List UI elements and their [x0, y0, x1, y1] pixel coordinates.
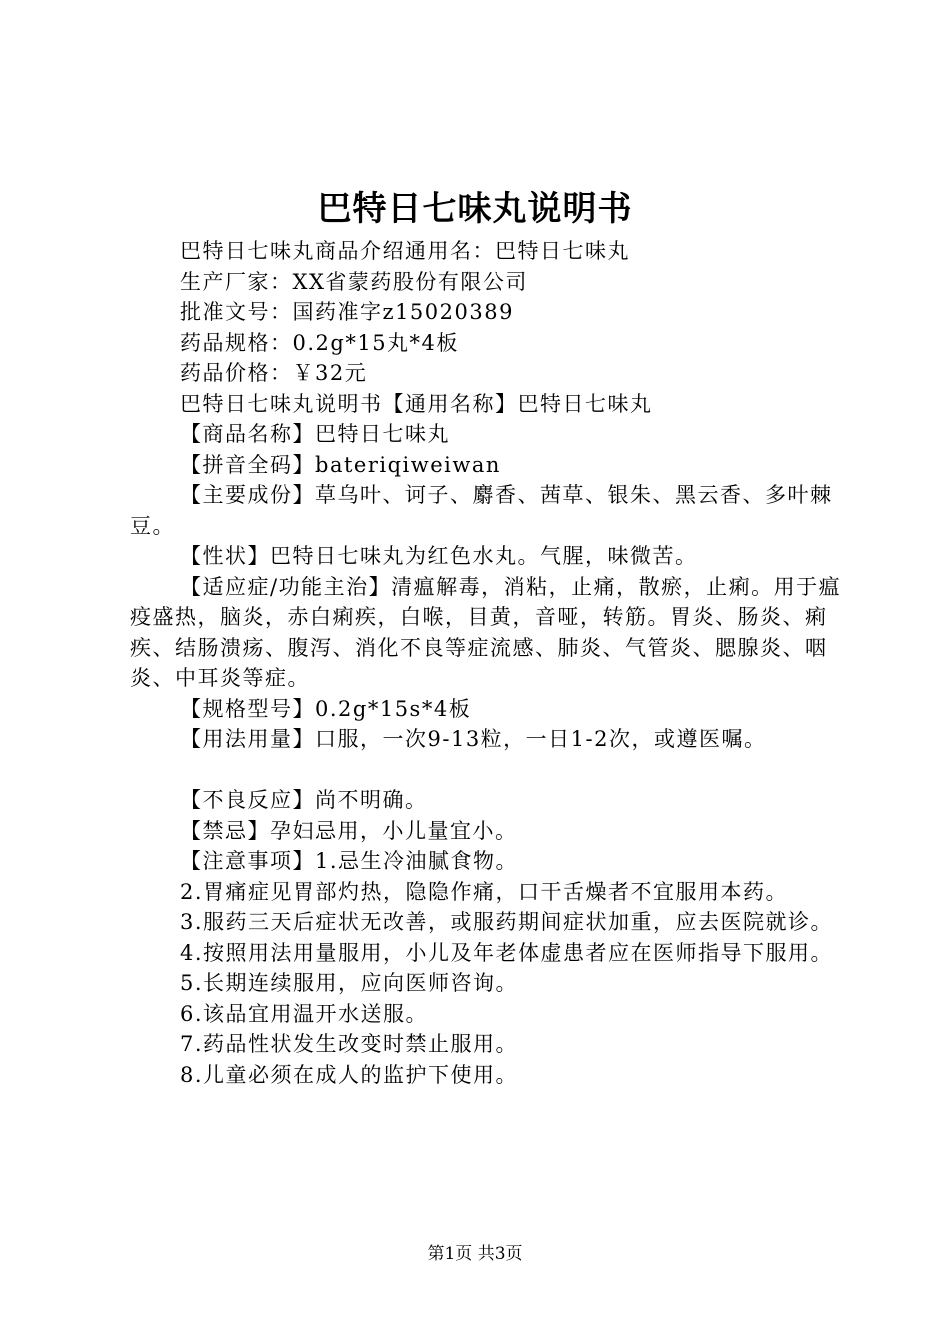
document-body	[130, 236, 850, 1090]
paragraph-pinyin: 【拼音全码】bateriqiweiwan	[180, 452, 501, 477]
paragraph-manufacturer: 生产厂家：XX省蒙药股份有限公司	[180, 269, 528, 294]
paragraph-appearance: 【性状】巴特日七味丸为红色水丸。气腥，味微苦。	[180, 544, 698, 568]
paragraph-specification: 药品规格：0.2g*15丸*4板	[180, 330, 459, 355]
paragraph-product-name: 【商品名称】巴特日七味丸	[180, 422, 450, 446]
paragraph-indications: 【适应症/功能主治】清瘟解毒，消粘，止痛，散瘀，止痢。用于瘟疫盛热，脑炎，赤白痢疾，白喉，目黄，音哑，转筋。胃炎、肠炎、痢疾、结肠溃疡、腹泻、消化不良等症流感、肺炎、气管炎、腮腺炎、咽炎、中耳炎等症。	[130, 574, 842, 690]
paragraph-precautions-5: 5.长期连续服用，应向医师咨询。	[180, 971, 519, 995]
paragraph-price: 药品价格：￥32元	[180, 361, 368, 385]
paragraph-approval-number: 批准文号：国药准字z15020389	[180, 300, 514, 324]
paragraph-contraindications: 【禁忌】孕妇忌用，小儿量宜小。	[180, 818, 518, 843]
paragraph-adverse-reactions: 【不良反应】尚不明确。	[180, 788, 428, 812]
paragraph-dosage: 【用法用量】口服，一次9-13粒，一日1-2次，或遵医嘱。	[180, 727, 767, 751]
paragraph-precautions-1: 【注意事项】1.忌生冷油腻食物。	[180, 849, 519, 873]
paragraph-precautions-4: 4.按照用法用量服用，小儿及年老体虚患者应在医师指导下服用。	[180, 940, 834, 965]
paragraph-precautions-7: 7.药品性状发生改变时禁止服用。	[180, 1032, 519, 1056]
paragraph-intro: 巴特日七味丸商品介绍通用名：巴特日七味丸	[180, 239, 630, 263]
paragraph-precautions-3: 3.服药三天后症状无改善，或服药期间症状加重，应去医院就诊。	[180, 910, 834, 934]
paragraph-precautions-8: 8.儿童必须在成人的监护下使用。	[180, 1062, 519, 1087]
paragraph-ingredients: 【主要成份】草乌叶、诃子、麝香、茜草、银朱、黑云香、多叶棘豆。	[130, 483, 833, 538]
paragraph-precautions-2: 2.胃痛症见胃部灼热，隐隐作痛，口干舌燥者不宜服用本药。	[180, 879, 789, 904]
paragraph-model: 【规格型号】0.2g*15s*4板	[180, 696, 472, 721]
paragraph-precautions-6: 6.该品宜用温开水送服。	[180, 1001, 429, 1026]
document-title: 巴特日七味丸说明书	[317, 189, 633, 229]
paragraph-generic-name: 巴特日七味丸说明书【通用名称】巴特日七味丸	[180, 391, 653, 416]
page-footer: 第1页 共3页	[427, 1244, 523, 1264]
blank-line	[130, 755, 850, 786]
